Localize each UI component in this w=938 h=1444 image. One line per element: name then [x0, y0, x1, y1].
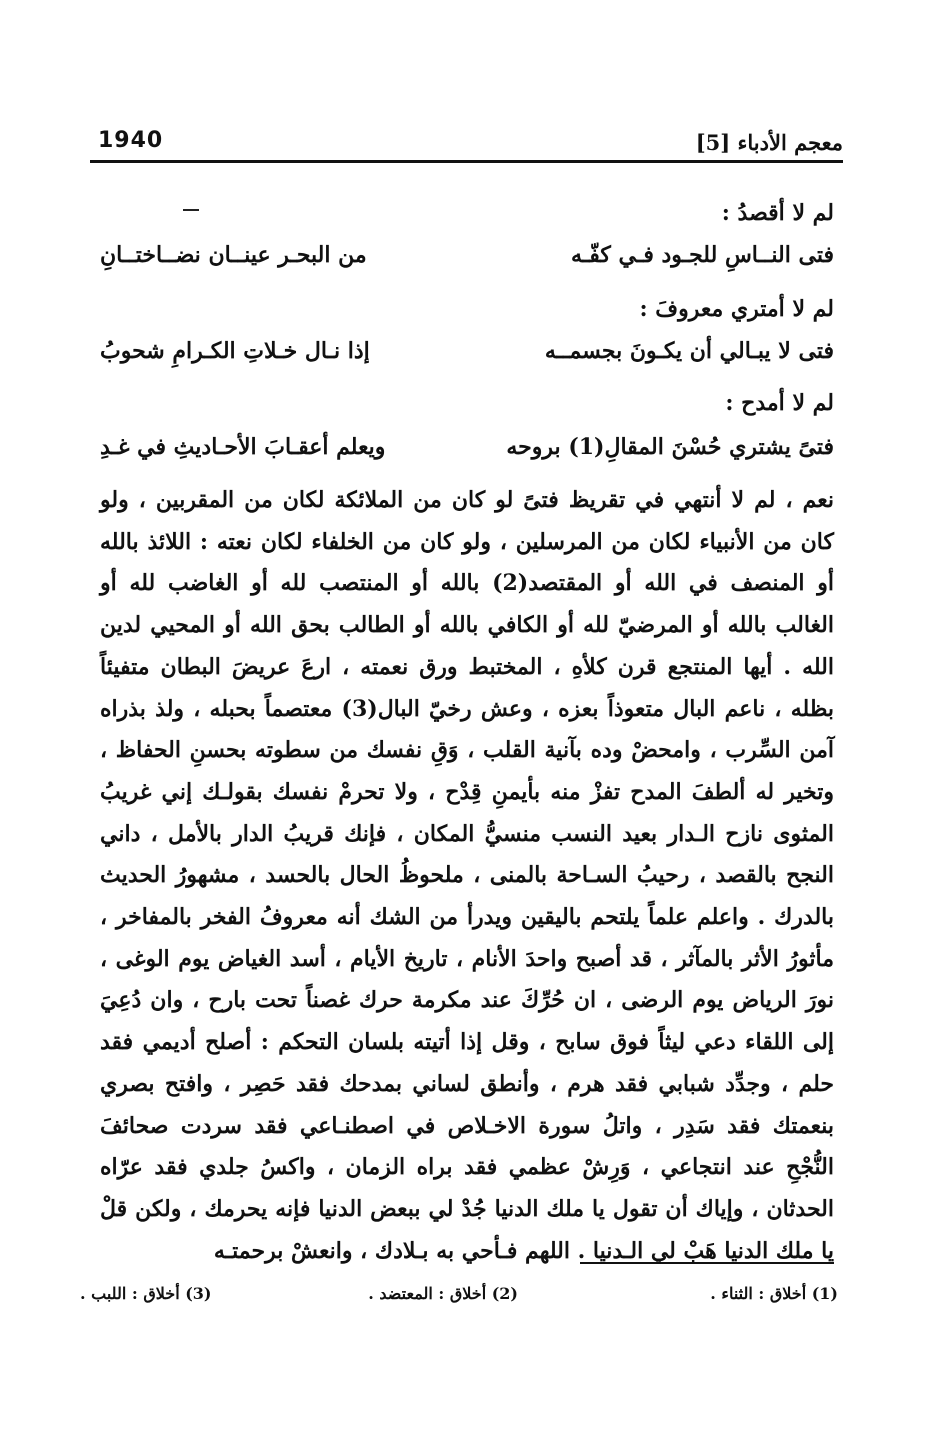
verse-line — [100, 434, 834, 474]
footnote-2: (2) أخلاق : المعتضد . — [368, 1284, 518, 1303]
verse-second-hemistich: ويعلم أعقـابَ الأحـاديثِ في غـدِ — [100, 434, 386, 460]
intro-line: لم لا أمتري معروفَ : — [639, 296, 834, 322]
stray-mark — [183, 209, 199, 211]
footnote-divider — [580, 1262, 834, 1264]
verse-first-hemistich: فتى النــاسِ للجـود فـي كفّـه — [571, 242, 834, 268]
footnotes — [80, 1284, 838, 1314]
verse-line — [100, 242, 834, 282]
footnote-1: (1) أخلاق : الثناء . — [710, 1284, 838, 1303]
footnote-3: (3) أخلاق : اللبب . — [80, 1284, 212, 1303]
verse-first-hemistich: فتى لا يبـالي أن يكـونَ بجسمــه — [544, 338, 834, 364]
header-divider — [90, 160, 843, 163]
page-header — [90, 124, 843, 164]
prose-paragraph: نعم ، لم لا أنتهي في تقريظ فتىً لو كان من الملائكة لكان من المقربين ، ولو كان من الأنبياء لكان من المرسلين ، ولو كان من الخلفاء لكان نعته : اللائذ بالله أو المنصف في الله أو المقتصد(2) بالله أو المنتصب لله أو الغاضب لله أو الغالب بالله أو المرضيّ لله أو الكافي بالله أو الطالب بحق الله أو المحيي لدين الله . أيها المنتجع قرن كلأهِ ، المختبط ورق نعمته ، ارعَ عريضَ البطان متفيئاً بظله ، ناعم البال متعوذاً بعزه ، وعش رخيّ البال(3) معتصماً بحبله ، ولذ بذراه آمن السِّرب ، وامحضْ وده بآنية القلب ، وَقِ نفسك من سطوته بحسنِ الحفاظ ، وتخير له ألطفَ المدح تفزْ منه بأيمنِ قِدْح ، ولا تحرمْ نفسك بقولـك إني غريبُ المثوى نازح الـدار بعيد النسب منسيُّ المكان ، فإنك قريبُ الدار بالأمل ، داني النجح بالقصد ، رحيبُ السـاحة بالمنى ، ملحوظُ الحال بالحسد ، مشهورُ الحديث بالدرك . واعلم علماً يلتحم باليقين ويدرأ من الشك أنه معروفُ الفخر بالمفاخر ، مأثورُ الأثر بالمآثر ، قد أصبح واحدَ الأنام ، تاريخ الأيام ، أسد الغياض يوم الوغى ، نورَ الرياض يوم الرضى ، ان حُرِّكَ عند مكرمة حرك غصناً تحت بارح ، وان دُعِيَ إلى اللقاء دعي ليثاً فوق سابح ، وقل إذا أتيته بلسان التحكم : أصلح أديمي فقد حلم ، وجدِّد شبابي فقد هرم ، وأنطق لساني بمدحك فقد حَصِر ، وافتح بصري بنعمتك فقد سَدِر ، واتلُ سورة الاخـلاص في اصطنـاعي فقد سردت صحائفَ النُّجْحِ عند انتجاعي ، وَرِشْ عظمي فقد براه الزمان ، واكسُ جلدي فقد عرّاه الحدثان ، وإياك أن تقول يا ملك الدنيا جُدْ لي ببعض الدنيا فإنه يحرمك ، ولكن قلْ يا ملك الدنيا هَبْ لي الـدنيا . اللهم فـأحي به بـلادك ، وانعشْ برحمتـه — [100, 487, 834, 1264]
intro-line: لم لا أمدح : — [725, 390, 834, 416]
verse-second-hemistich: إذا نـال خـلاتِ الكـرامِ شحوبُ — [100, 338, 370, 364]
intro-line: لم لا أقصدُ : — [721, 200, 834, 226]
verse-second-hemistich: من البحـر عينــان نضــاختــانِ — [100, 242, 367, 268]
page-number: 1940 — [98, 128, 164, 153]
book-title: معجم الأدباء [5] — [695, 130, 843, 155]
verse-line — [100, 338, 834, 378]
verse-first-hemistich: فتىً يشتري حُسْنَ المقالِ(1) بروحه — [506, 434, 834, 460]
